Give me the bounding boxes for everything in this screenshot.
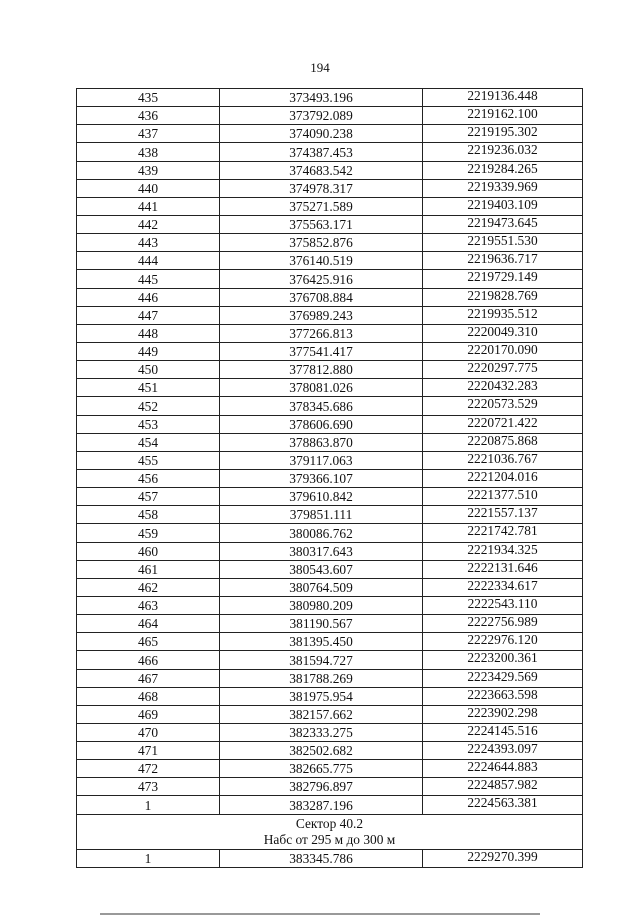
y-coordinate-cell: 2220170.090 bbox=[423, 342, 583, 360]
point-number-cell: 435 bbox=[77, 89, 220, 107]
coordinates-table-body bbox=[77, 89, 583, 815]
y-coordinate-cell: 2222334.617 bbox=[423, 578, 583, 596]
y-coordinate-cell: 2219284.265 bbox=[423, 161, 583, 179]
x-coordinate-cell: 379851.111 bbox=[220, 506, 423, 524]
x-coordinate-cell: 381594.727 bbox=[220, 651, 423, 669]
point-number-cell: 436 bbox=[77, 107, 220, 125]
x-coordinate-cell: 382665.775 bbox=[220, 760, 423, 778]
x-coordinate-cell: 383287.196 bbox=[220, 796, 423, 814]
table-row bbox=[77, 633, 583, 651]
table-row bbox=[77, 778, 583, 796]
x-coordinate-cell: 382796.897 bbox=[220, 778, 423, 796]
table-row bbox=[77, 469, 583, 487]
x-coordinate-cell: 374978.317 bbox=[220, 179, 423, 197]
point-number-cell: 1 bbox=[77, 796, 220, 814]
point-number-cell: 449 bbox=[77, 342, 220, 360]
y-coordinate-cell: 2221377.510 bbox=[423, 488, 583, 506]
point-number-cell: 453 bbox=[77, 415, 220, 433]
sector-header-row bbox=[77, 814, 583, 849]
point-number-cell: 455 bbox=[77, 451, 220, 469]
table-row bbox=[77, 324, 583, 342]
table-row bbox=[77, 651, 583, 669]
y-coordinate-cell: 2223429.569 bbox=[423, 669, 583, 687]
x-coordinate-cell: 376140.519 bbox=[220, 252, 423, 270]
point-number-cell: 446 bbox=[77, 288, 220, 306]
y-coordinate-cell: 2219236.032 bbox=[423, 143, 583, 161]
table-row bbox=[77, 615, 583, 633]
point-number-cell: 452 bbox=[77, 397, 220, 415]
point-number-cell: 461 bbox=[77, 560, 220, 578]
x-coordinate-cell: 383345.786 bbox=[220, 849, 423, 867]
y-coordinate-cell: 2221036.767 bbox=[423, 451, 583, 469]
point-number-cell: 437 bbox=[77, 125, 220, 143]
point-number-cell: 442 bbox=[77, 215, 220, 233]
table-row bbox=[77, 270, 583, 288]
x-coordinate-cell: 379610.842 bbox=[220, 488, 423, 506]
y-coordinate-cell: 2221742.781 bbox=[423, 524, 583, 542]
point-number-cell: 467 bbox=[77, 669, 220, 687]
y-coordinate-cell: 2220721.422 bbox=[423, 415, 583, 433]
point-number-cell: 456 bbox=[77, 469, 220, 487]
table-row bbox=[77, 215, 583, 233]
x-coordinate-cell: 381190.567 bbox=[220, 615, 423, 633]
x-coordinate-cell: 381975.954 bbox=[220, 687, 423, 705]
y-coordinate-cell: 2219935.512 bbox=[423, 306, 583, 324]
y-coordinate-cell: 2220875.868 bbox=[423, 433, 583, 451]
sector-header-body bbox=[77, 814, 583, 849]
x-coordinate-cell: 373792.089 bbox=[220, 107, 423, 125]
y-coordinate-cell: 2224145.516 bbox=[423, 723, 583, 741]
x-coordinate-cell: 380086.762 bbox=[220, 524, 423, 542]
y-coordinate-cell: 2221204.016 bbox=[423, 469, 583, 487]
x-coordinate-cell: 378345.686 bbox=[220, 397, 423, 415]
table-row bbox=[77, 415, 583, 433]
y-coordinate-cell: 2224644.883 bbox=[423, 760, 583, 778]
x-coordinate-cell: 373493.196 bbox=[220, 89, 423, 107]
x-coordinate-cell: 382333.275 bbox=[220, 723, 423, 741]
x-coordinate-cell: 377541.417 bbox=[220, 342, 423, 360]
y-coordinate-cell: 2221557.137 bbox=[423, 506, 583, 524]
table-row bbox=[77, 107, 583, 125]
point-number-cell: 451 bbox=[77, 379, 220, 397]
y-coordinate-cell: 2222976.120 bbox=[423, 633, 583, 651]
point-number-cell: 471 bbox=[77, 742, 220, 760]
point-number-cell: 458 bbox=[77, 506, 220, 524]
y-coordinate-cell: 2219473.645 bbox=[423, 215, 583, 233]
table-row bbox=[77, 342, 583, 360]
y-coordinate-cell: 2219828.769 bbox=[423, 288, 583, 306]
y-coordinate-cell: 2222756.989 bbox=[423, 615, 583, 633]
y-coordinate-cell: 2219339.969 bbox=[423, 179, 583, 197]
point-number-cell: 457 bbox=[77, 488, 220, 506]
x-coordinate-cell: 376708.884 bbox=[220, 288, 423, 306]
point-number-cell: 450 bbox=[77, 361, 220, 379]
y-coordinate-cell: 2222131.646 bbox=[423, 560, 583, 578]
table-row bbox=[77, 125, 583, 143]
y-coordinate-cell: 2223902.298 bbox=[423, 705, 583, 723]
x-coordinate-cell: 374387.453 bbox=[220, 143, 423, 161]
table-row bbox=[77, 433, 583, 451]
point-number-cell: 464 bbox=[77, 615, 220, 633]
x-coordinate-cell: 378081.026 bbox=[220, 379, 423, 397]
point-number-cell: 439 bbox=[77, 161, 220, 179]
point-number-cell: 466 bbox=[77, 651, 220, 669]
point-number-cell: 1 bbox=[77, 849, 220, 867]
table-row bbox=[77, 161, 583, 179]
table-row bbox=[77, 796, 583, 814]
y-coordinate-cell: 2219403.109 bbox=[423, 197, 583, 215]
table-row bbox=[77, 760, 583, 778]
point-number-cell: 460 bbox=[77, 542, 220, 560]
y-coordinate-cell: 2219636.717 bbox=[423, 252, 583, 270]
x-coordinate-cell: 382157.662 bbox=[220, 705, 423, 723]
table-row bbox=[77, 723, 583, 741]
point-number-cell: 463 bbox=[77, 596, 220, 614]
x-coordinate-cell: 380764.509 bbox=[220, 578, 423, 596]
table-row bbox=[77, 361, 583, 379]
table-row bbox=[77, 506, 583, 524]
x-coordinate-cell: 382502.682 bbox=[220, 742, 423, 760]
point-number-cell: 472 bbox=[77, 760, 220, 778]
point-number-cell: 438 bbox=[77, 143, 220, 161]
point-number-cell: 441 bbox=[77, 197, 220, 215]
y-coordinate-cell: 2220432.283 bbox=[423, 379, 583, 397]
x-coordinate-cell: 378606.690 bbox=[220, 415, 423, 433]
x-coordinate-cell: 380980.209 bbox=[220, 596, 423, 614]
x-coordinate-cell: 381395.450 bbox=[220, 633, 423, 651]
table-row bbox=[77, 252, 583, 270]
y-coordinate-cell: 2224857.982 bbox=[423, 778, 583, 796]
point-number-cell: 445 bbox=[77, 270, 220, 288]
y-coordinate-cell: 2222543.110 bbox=[423, 596, 583, 614]
sector-title: Сектор 40.2 bbox=[295, 815, 364, 831]
table-row bbox=[77, 179, 583, 197]
x-coordinate-cell: 375852.876 bbox=[220, 234, 423, 252]
point-number-cell: 459 bbox=[77, 524, 220, 542]
table-row bbox=[77, 89, 583, 107]
point-number-cell: 443 bbox=[77, 234, 220, 252]
point-number-cell: 454 bbox=[77, 433, 220, 451]
y-coordinate-cell: 2224563.381 bbox=[423, 796, 583, 814]
table-row bbox=[77, 488, 583, 506]
x-coordinate-cell: 375271.589 bbox=[220, 197, 423, 215]
table-row bbox=[77, 596, 583, 614]
x-coordinate-cell: 376425.916 bbox=[220, 270, 423, 288]
table-row bbox=[77, 742, 583, 760]
coordinates-table-body-after bbox=[77, 849, 583, 867]
y-coordinate-cell: 2219729.149 bbox=[423, 270, 583, 288]
table-row bbox=[77, 560, 583, 578]
point-number-cell: 468 bbox=[77, 687, 220, 705]
y-coordinate-cell: 2221934.325 bbox=[423, 542, 583, 560]
table-row bbox=[77, 234, 583, 252]
point-number-cell: 448 bbox=[77, 324, 220, 342]
table-row bbox=[77, 849, 583, 867]
x-coordinate-cell: 374090.238 bbox=[220, 125, 423, 143]
sector-subtitle: Набс от 295 м до 300 м bbox=[263, 831, 396, 847]
x-coordinate-cell: 380317.643 bbox=[220, 542, 423, 560]
y-coordinate-cell: 2220049.310 bbox=[423, 324, 583, 342]
table-row bbox=[77, 524, 583, 542]
x-coordinate-cell: 374683.542 bbox=[220, 161, 423, 179]
y-coordinate-cell: 2220573.529 bbox=[423, 397, 583, 415]
y-coordinate-cell: 2220297.775 bbox=[423, 361, 583, 379]
table-row bbox=[77, 288, 583, 306]
y-coordinate-cell: 2219195.302 bbox=[423, 125, 583, 143]
point-number-cell: 444 bbox=[77, 252, 220, 270]
point-number-cell: 447 bbox=[77, 306, 220, 324]
point-number-cell: 473 bbox=[77, 778, 220, 796]
table-row bbox=[77, 705, 583, 723]
table-row bbox=[77, 197, 583, 215]
coordinates-table bbox=[76, 88, 583, 868]
y-coordinate-cell: 2219162.100 bbox=[423, 107, 583, 125]
y-coordinate-cell: 2219551.530 bbox=[423, 234, 583, 252]
table-row bbox=[77, 451, 583, 469]
table-row bbox=[77, 397, 583, 415]
point-number-cell: 440 bbox=[77, 179, 220, 197]
y-coordinate-cell: 2223200.361 bbox=[423, 651, 583, 669]
table-row bbox=[77, 578, 583, 596]
table-row bbox=[77, 687, 583, 705]
x-coordinate-cell: 379366.107 bbox=[220, 469, 423, 487]
point-number-cell: 470 bbox=[77, 723, 220, 741]
point-number-cell: 462 bbox=[77, 578, 220, 596]
point-number-cell: 469 bbox=[77, 705, 220, 723]
point-number-cell: 465 bbox=[77, 633, 220, 651]
x-coordinate-cell: 380543.607 bbox=[220, 560, 423, 578]
sector-header-cell bbox=[77, 814, 583, 849]
x-coordinate-cell: 375563.171 bbox=[220, 215, 423, 233]
table-row bbox=[77, 669, 583, 687]
x-coordinate-cell: 376989.243 bbox=[220, 306, 423, 324]
y-coordinate-cell: 2224393.097 bbox=[423, 742, 583, 760]
x-coordinate-cell: 379117.063 bbox=[220, 451, 423, 469]
page-number: 194 bbox=[310, 60, 330, 75]
page-bottom-edge bbox=[100, 913, 540, 915]
table-row bbox=[77, 542, 583, 560]
y-coordinate-cell: 2229270.399 bbox=[423, 849, 583, 867]
table-row bbox=[77, 143, 583, 161]
x-coordinate-cell: 381788.269 bbox=[220, 669, 423, 687]
table-row bbox=[77, 379, 583, 397]
y-coordinate-cell: 2219136.448 bbox=[423, 89, 583, 107]
x-coordinate-cell: 378863.870 bbox=[220, 433, 423, 451]
table-row bbox=[77, 306, 583, 324]
y-coordinate-cell: 2223663.598 bbox=[423, 687, 583, 705]
x-coordinate-cell: 377266.813 bbox=[220, 324, 423, 342]
x-coordinate-cell: 377812.880 bbox=[220, 361, 423, 379]
